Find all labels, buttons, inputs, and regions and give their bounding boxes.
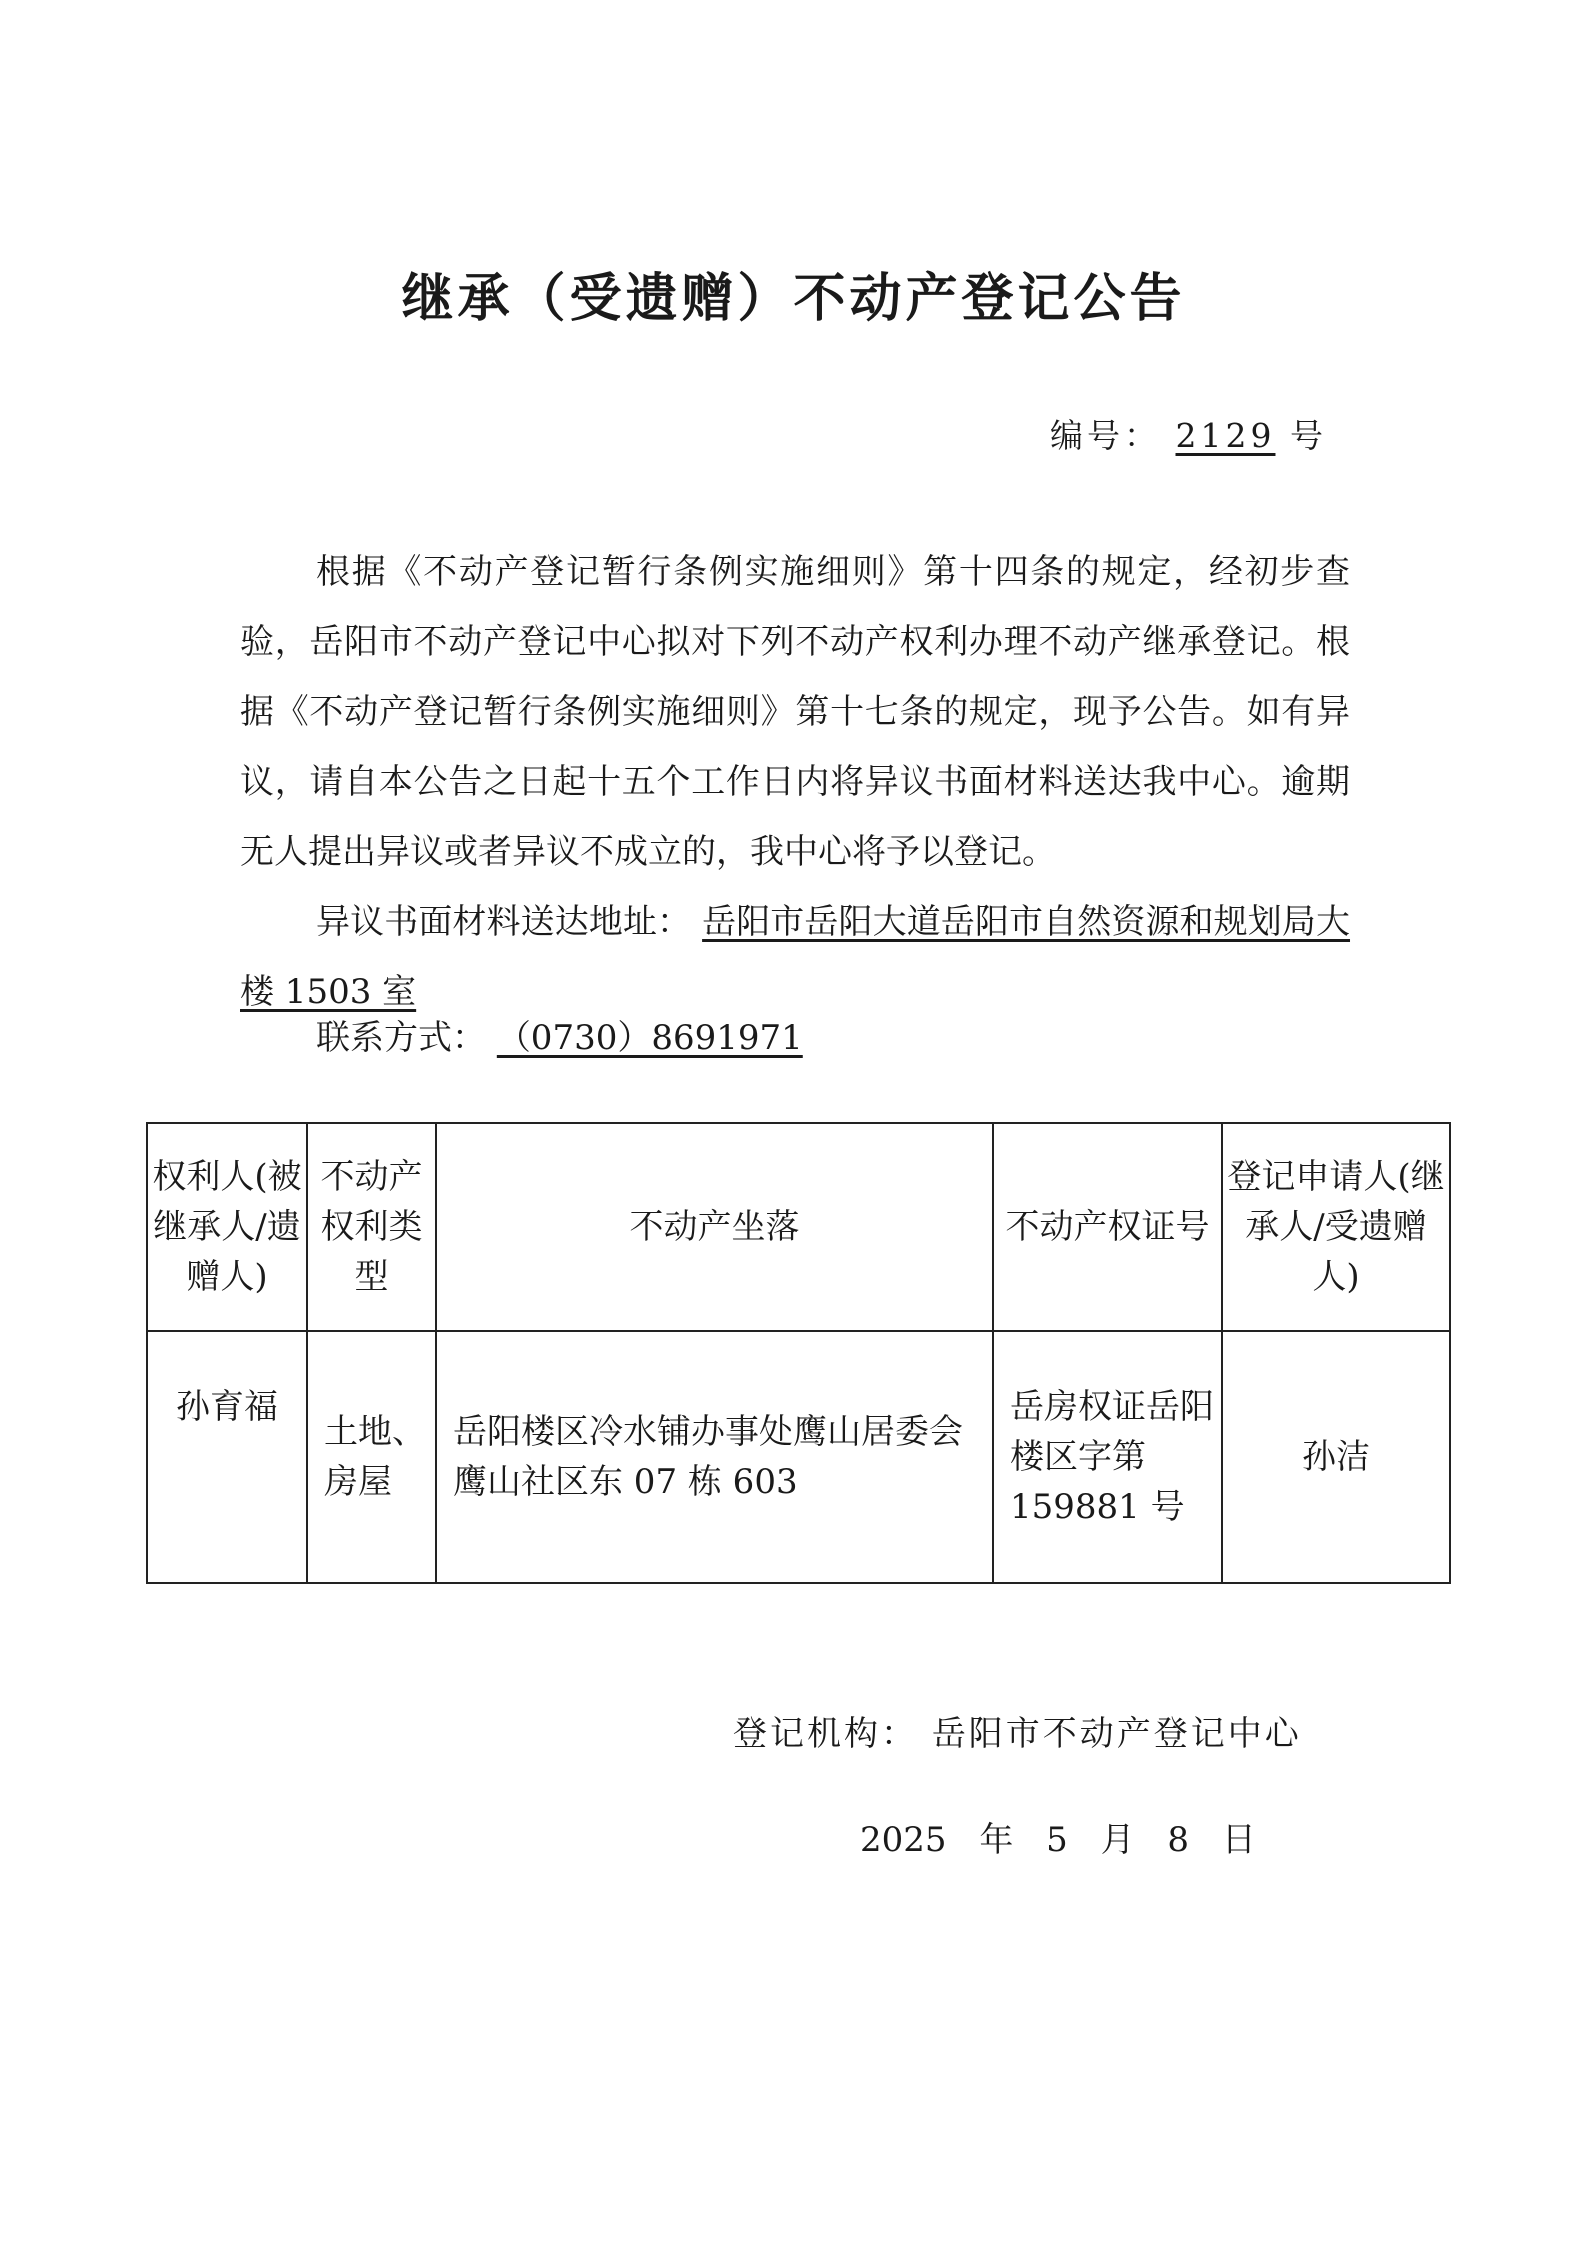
cell-right-type: 土地、房屋: [307, 1331, 436, 1583]
contact-line: [316, 1010, 803, 1059]
registration-table: [146, 1122, 1451, 1584]
date-year: 2025: [860, 1820, 947, 1860]
cell-applicant: 孙洁: [1222, 1331, 1450, 1583]
page-title: 继承（受遗赠）不动产登记公告: [401, 269, 1186, 329]
org-value: 岳阳市不动产登记中心: [931, 1714, 1302, 1754]
date-month-unit: 月: [1100, 1820, 1135, 1860]
header-location: 不动产坐落: [436, 1123, 993, 1331]
registration-org: [733, 1706, 1302, 1755]
number-label: 编号：: [1050, 416, 1161, 455]
date-day-unit: 日: [1221, 1820, 1256, 1860]
cell-holder: 孙育福: [147, 1331, 307, 1583]
header-holder: 权利人(被继承人/遗赠人): [147, 1123, 307, 1331]
cell-cert-no: 岳房权证岳阳楼区字第 159881 号: [993, 1331, 1222, 1583]
notice-paragraph: 根据《不动产登记暂行条例实施细则》第十四条的规定，经初步查验，岳阳市不动产登记中心拟对下列不动产权利办理不动产继承登记。根据《不动产登记暂行条例实施细则》第十七条的规定，现予公告。如有异议，请自本公告之日起十五个工作日内将异议书面材料送达我中心。逾期无人提出异议或者异议不成立的，我中心将予以登记。: [240, 552, 1350, 872]
date-month: 5: [1046, 1820, 1068, 1860]
contact-label: 联系方式：: [316, 1018, 486, 1058]
cell-location: 岳阳楼区冷水铺办事处鹰山居委会鹰山社区东 07 栋 603: [436, 1331, 993, 1583]
objection-address: [240, 887, 1350, 1027]
org-label: 登记机构：: [733, 1714, 918, 1754]
table-row: [147, 1331, 1450, 1583]
objection-address-value: 岳阳市岳阳大道岳阳市自然资源和规划局大楼 1503 室: [240, 902, 1351, 1012]
notice-date: [860, 1812, 1278, 1861]
header-cert-no: 不动产权证号: [993, 1123, 1222, 1331]
header-applicant: 登记申请人(继承人/受遗赠人): [1222, 1123, 1450, 1331]
number-value: 2129: [1175, 416, 1276, 455]
contact-value: （0730）8691971: [496, 1018, 803, 1058]
notice-number: [1050, 410, 1327, 457]
date-day: 8: [1167, 1820, 1190, 1860]
table-header-row: [147, 1123, 1450, 1331]
notice-body: [240, 537, 1350, 1027]
header-right-type: 不动产权利类型: [307, 1123, 436, 1331]
date-year-unit: 年: [979, 1820, 1014, 1860]
objection-address-label: 异议书面材料送达地址：: [316, 902, 692, 942]
number-suffix: 号: [1289, 416, 1327, 455]
